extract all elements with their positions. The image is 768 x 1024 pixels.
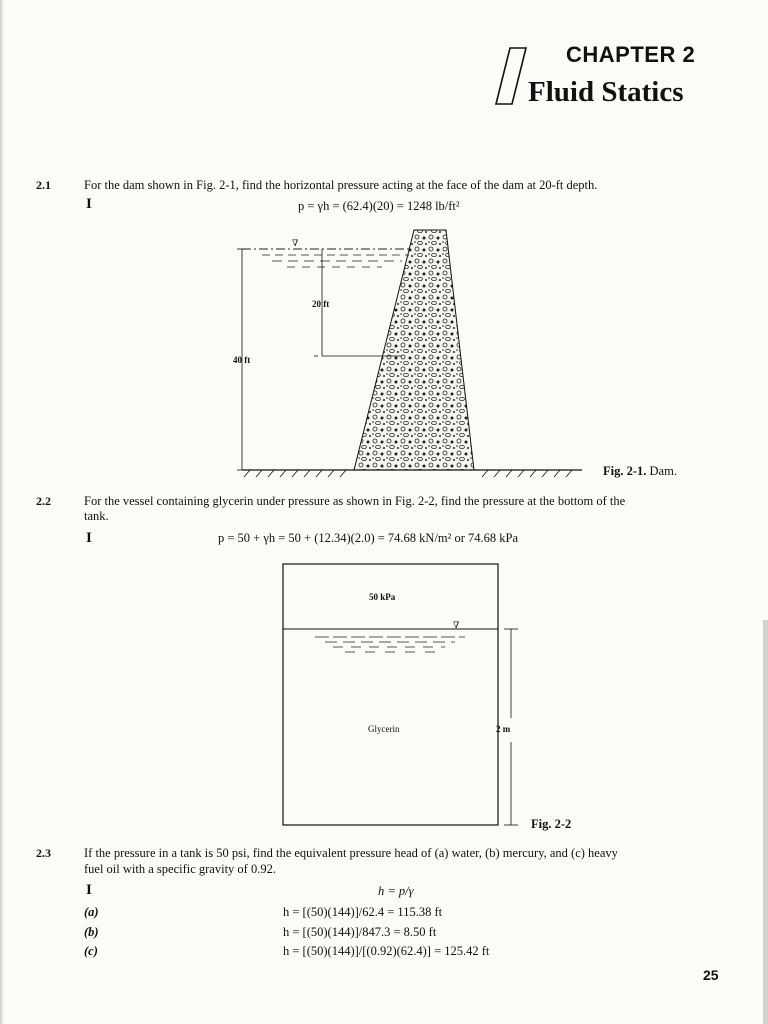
solution-mark: I xyxy=(86,530,92,546)
chapter-label: CHAPTER 2 xyxy=(566,42,696,67)
liquid-surface-icon: ∇ xyxy=(453,620,460,630)
solution-equation: p = γh = (62.4)(20) = 1248 lb/ft² xyxy=(298,199,460,213)
tank-figure xyxy=(275,560,535,832)
problem-statement-line: If the pressure in a tank is 50 psi, find the equivalent pressure head of (a) water, (b) mercury, and (c) heavy xyxy=(84,846,618,860)
dam-figure xyxy=(232,222,592,480)
solution-mark: I xyxy=(86,196,92,212)
page-number: 25 xyxy=(703,967,719,983)
figure-caption: Fig. 2-1. Dam. xyxy=(603,464,677,478)
chapter-bracket-icon xyxy=(490,40,530,108)
water-surface-icon: ∇ xyxy=(292,238,299,248)
depth-label-40ft: 40 ft xyxy=(233,355,251,365)
problem-number: 2.1 xyxy=(36,178,51,192)
solution-equation: p = 50 + γh = 50 + (12.34)(2.0) = 74.68 kN/m² or 74.68 kPa xyxy=(218,531,519,545)
problem-number: 2.2 xyxy=(36,494,51,508)
problem-statement: For the dam shown in Fig. 2-1, find the horizontal pressure acting at the face of the dam at 20-ft depth. xyxy=(84,178,598,192)
part-label: (b) xyxy=(84,925,99,939)
problem-statement-line: fuel oil with a specific gravity of 0.92. xyxy=(84,862,276,876)
depth-label-2m: 2 m xyxy=(496,724,511,734)
problem-statement-line: For the vessel containing glycerin under pressure as shown in Fig. 2-2, find the pressure at the bottom of the xyxy=(84,494,626,508)
part-label: (a) xyxy=(84,905,99,919)
problem-number: 2.3 xyxy=(36,846,51,860)
scan-edge-shadow xyxy=(0,0,4,1024)
solution-equation: h = p/γ xyxy=(378,884,414,898)
problem-statement-line: tank. xyxy=(84,509,109,523)
part-equation: h = [(50)(144)]/[(0.92)(62.4)] = 125.42 ft xyxy=(283,944,490,958)
chapter-title: Fluid Statics xyxy=(528,76,684,108)
part-equation: h = [(50)(144)]/62.4 = 115.38 ft xyxy=(283,905,443,919)
part-equation: h = [(50)(144)]/847.3 = 8.50 ft xyxy=(283,925,437,939)
solution-mark: I xyxy=(86,882,92,898)
gas-pressure-label: 50 kPa xyxy=(369,592,396,602)
liquid-label: Glycerin xyxy=(368,724,400,734)
figure-caption: Fig. 2-2 xyxy=(531,817,572,831)
part-label: (c) xyxy=(84,944,98,958)
depth-label-20ft: 20 ft xyxy=(312,299,330,309)
scan-edge-shadow-right xyxy=(763,620,768,1024)
